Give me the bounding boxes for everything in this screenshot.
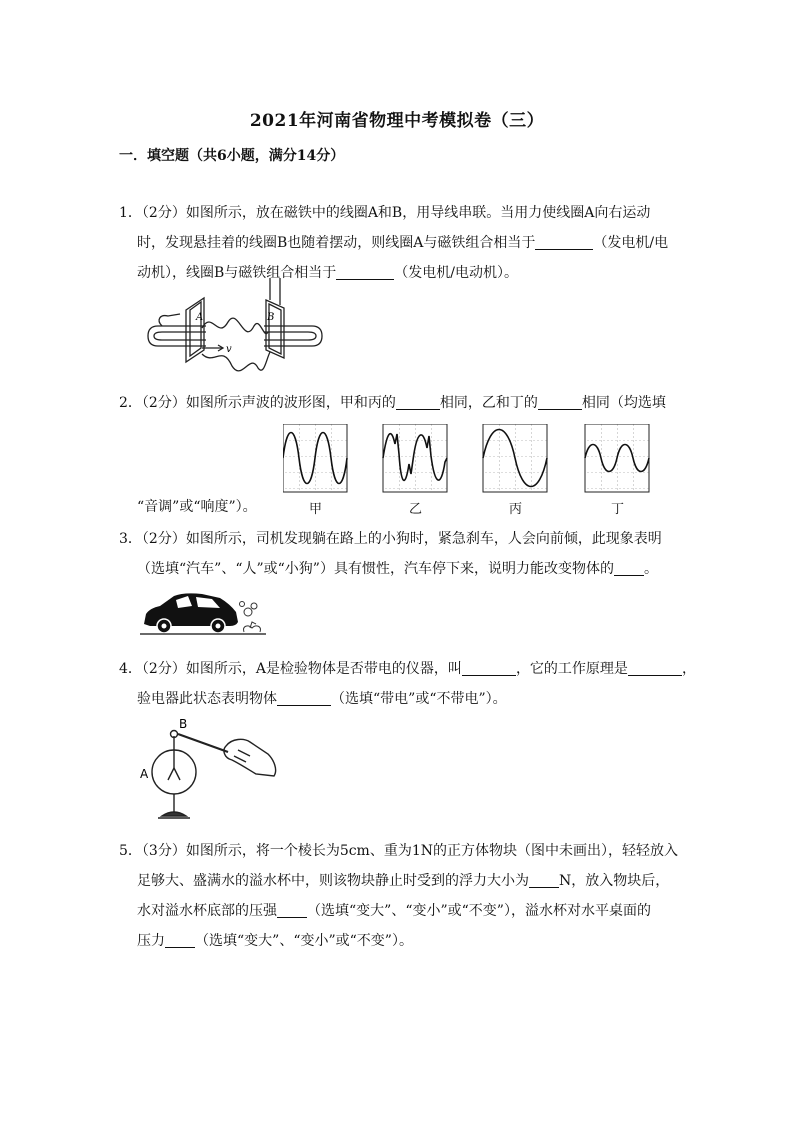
q5-line-4 [119, 926, 679, 956]
q4-blank-1[interactable] [462, 659, 516, 676]
coil-magnet-figure [146, 270, 326, 382]
question-2-continued [119, 492, 679, 522]
q5-text: N，放入物块后， [559, 873, 670, 889]
q4-text: ， [681, 661, 696, 677]
q4-line-2 [119, 684, 679, 714]
question-5 [119, 836, 679, 956]
q2-text: 相同（均选填 [581, 395, 666, 411]
q5-blank-1[interactable] [529, 871, 559, 888]
q4-text: （选填“带电”或“不带电”）。 [331, 691, 507, 707]
q1-blank-1[interactable] [535, 233, 593, 250]
electroscope-leaves [168, 768, 180, 780]
right-magnet [264, 326, 322, 346]
left-magnet [148, 326, 206, 346]
q4-text: 验电器此状态表明物体 [137, 691, 277, 707]
q2-blank-2[interactable] [538, 393, 582, 410]
q1-line-2 [119, 228, 679, 258]
q5-line-2 [119, 866, 679, 896]
hand-icon [224, 739, 276, 776]
q4-text: 4．（2分）如图所示，A是检验物体是否带电的仪器，叫 [119, 661, 462, 677]
q5-text: 水对溢水杯底部的压强 [137, 903, 277, 919]
wave-label-jia: 甲 [309, 502, 323, 517]
question-2 [119, 388, 679, 418]
coil-b-label: B [267, 312, 275, 323]
car-dog-figure [140, 590, 270, 638]
q4-text: ，它的工作原理是 [515, 661, 628, 677]
wave-label-yi: 乙 [409, 502, 423, 517]
velocity-label: v [226, 344, 232, 355]
q5-blank-2[interactable] [277, 901, 307, 918]
q4-line-1 [119, 654, 696, 684]
q3-line-2 [119, 554, 679, 584]
electroscope-label-a: A [140, 767, 149, 781]
electroscope-label-b: B [179, 717, 188, 731]
q5-text: 压力 [137, 933, 165, 949]
section-heading: 一．填空题（共6小题，满分14分） [119, 148, 345, 164]
q5-blank-3[interactable] [165, 931, 195, 948]
q3-text: （选填“汽车”、“人”或“小狗”）具有惯性，汽车停下来，说明力能改变物体的 [137, 561, 614, 577]
q1-text: 时，发现悬挂着的线圈B也随着摆动，则线圈A与磁铁组合相当于 [137, 235, 536, 251]
q3-text: 。 [643, 561, 658, 577]
q5-line-3 [119, 896, 679, 926]
q2-line-2: “音调”或“响度”）。 [137, 499, 257, 515]
waveform-figure [283, 424, 653, 496]
q1-text: 动机），线圈B与磁铁组合相当于 [137, 265, 337, 281]
wave-label-bing: 丙 [509, 502, 523, 517]
glass-rod [178, 734, 228, 752]
q2-text: 相同，乙和丁的 [439, 395, 538, 411]
q1-text: （发电机/电动机）。 [394, 265, 519, 281]
q2-line-1 [119, 388, 679, 418]
q1-text: （发电机/电 [593, 235, 669, 251]
q5-text: （选填“变大”、“变小”或“不变”），溢水杯对水平桌面的 [307, 903, 651, 919]
wave-label-ding: 丁 [611, 502, 625, 517]
wave-ding [585, 424, 649, 492]
q4-blank-3[interactable] [277, 689, 331, 706]
q5-text: （选填“变大”、“变小”或“不变”）。 [195, 933, 413, 949]
q3-blank-1[interactable] [614, 559, 644, 576]
q1-line-1: 1．（2分）如图所示，放在磁铁中的线圈A和B，用导线串联。当用力使线圈A向右运动 [119, 205, 651, 221]
wave-yi [383, 424, 447, 492]
question-4 [119, 654, 696, 714]
q5-text: 足够大、盛满水的溢水杯中，则该物块静止时受到的浮力大小为 [137, 873, 529, 889]
q3-line-1: 3．（2分）如图所示，司机发现躺在路上的小狗时，紧急刹车，人会向前倾，此现象表明 [119, 531, 662, 547]
page-title: 2021年河南省物理中考模拟卷（三） [249, 111, 545, 131]
q2-text: 2．（2分）如图所示声波的波形图，甲和丙的 [119, 395, 396, 411]
q4-blank-2[interactable] [628, 659, 682, 676]
wave-bing [483, 424, 547, 492]
q2-blank-1[interactable] [396, 393, 440, 410]
dog-icon [240, 602, 261, 633]
wave-jia [283, 424, 347, 492]
question-3 [119, 524, 679, 584]
coil-a-label: A [196, 312, 204, 323]
q5-line-1: 5．（3分）如图所示，将一个棱长为5cm、重为1N的正方体物块（图中未画出），轻轻放入 [119, 843, 678, 859]
q1-blank-2[interactable] [336, 263, 394, 280]
electroscope-figure [136, 716, 286, 828]
